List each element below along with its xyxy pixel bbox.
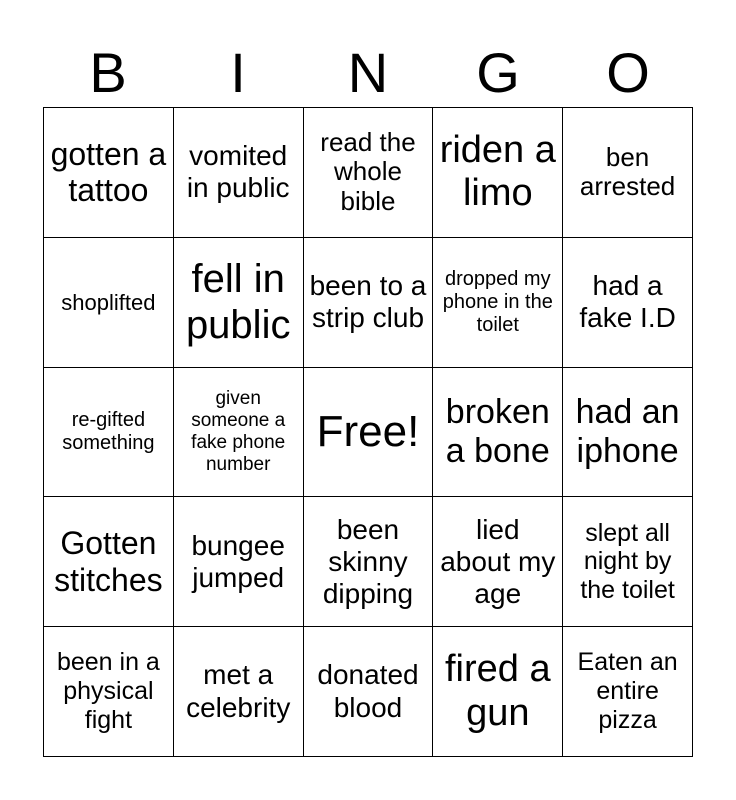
bingo-cell-r4-c1[interactable]: Gotten stitches — [44, 497, 174, 627]
bingo-cell-r4-c3[interactable]: been skinny dipping — [304, 497, 434, 627]
bingo-cell-r4-c2[interactable]: bungee jumped — [174, 497, 304, 627]
bingo-cell-r1-c1[interactable]: gotten a tattoo — [44, 108, 174, 238]
bingo-cell-r3-c5[interactable]: had an iphone — [563, 368, 693, 498]
bingo-cell-r2-c3[interactable]: been to a strip club — [304, 238, 434, 368]
bingo-cell-r2-c5[interactable]: had a fake I.D — [563, 238, 693, 368]
bingo-cell-r5-c3[interactable]: donated blood — [304, 627, 434, 757]
bingo-cell-r1-c3[interactable]: read the whole bible — [304, 108, 434, 238]
bingo-cell-r1-c2[interactable]: vomited in public — [174, 108, 304, 238]
bingo-cell-r5-c1[interactable]: been in a physical fight — [44, 627, 174, 757]
bingo-board — [43, 107, 693, 757]
bingo-cell-r5-c5[interactable]: Eaten an entire pizza — [563, 627, 693, 757]
header-letter-o: O — [606, 41, 650, 104]
bingo-cell-r2-c4[interactable]: dropped my phone in the toilet — [433, 238, 563, 368]
bingo-cell-r5-c4[interactable]: fired a gun — [433, 627, 563, 757]
bingo-cell-r4-c5[interactable]: slept all night by the toilet — [563, 497, 693, 627]
bingo-cell-r4-c4[interactable]: lied about my age — [433, 497, 563, 627]
header-letter-n: N — [347, 41, 389, 104]
bingo-cell-r2-c1[interactable]: shoplifted — [44, 238, 174, 368]
bingo-cell-free-space[interactable]: Free! — [304, 368, 434, 498]
header-letter-b: B — [89, 41, 127, 104]
bingo-header — [43, 38, 693, 108]
bingo-cell-r3-c1[interactable]: re-gifted something — [44, 368, 174, 498]
bingo-cell-r1-c5[interactable]: ben arrested — [563, 108, 693, 238]
bingo-cell-r3-c2[interactable]: given someone a fake phone number — [174, 368, 304, 498]
header-letter-i: I — [230, 41, 246, 104]
header-letter-g: G — [476, 41, 520, 104]
bingo-cell-r5-c2[interactable]: met a celebrity — [174, 627, 304, 757]
bingo-cell-r1-c4[interactable]: riden a limo — [433, 108, 563, 238]
bingo-cell-r2-c2[interactable]: fell in public — [174, 238, 304, 368]
bingo-cell-r3-c4[interactable]: broken a bone — [433, 368, 563, 498]
